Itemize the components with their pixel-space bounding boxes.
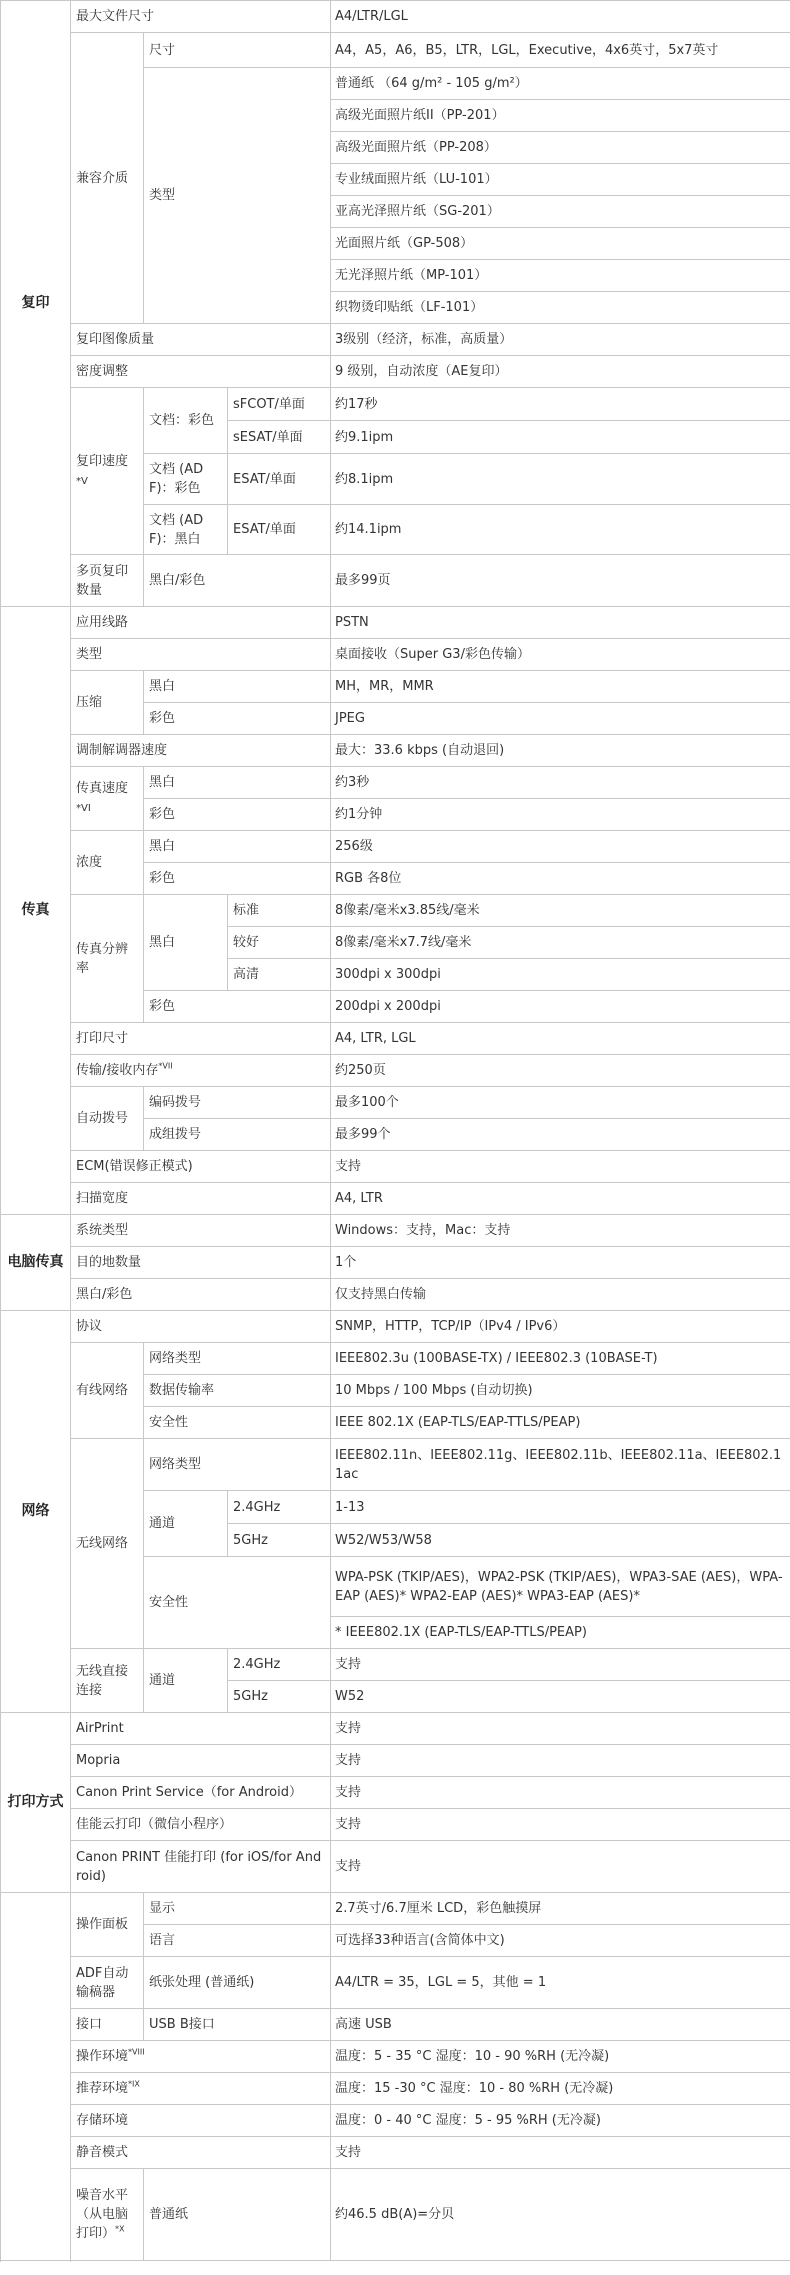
copy-speed-adf-color: 文档 (ADF)：彩色 <box>144 454 228 505</box>
gen-panel-display: 显示 <box>144 1893 331 1925</box>
fax-compress-label: 压缩 <box>71 671 144 735</box>
net-wireless-type: 网络类型 <box>144 1439 331 1491</box>
fax-speed-bw-value: 约3秒 <box>331 767 790 799</box>
fax-resolution-std: 标准 <box>228 895 331 927</box>
section-pcfax: 电脑传真 <box>1 1215 71 1311</box>
net-protocol-label: 协议 <box>71 1311 331 1343</box>
fax-speed-label: 传真速度 *VI <box>71 767 144 831</box>
copy-media-type-5: 光面照片纸（GP-508） <box>331 228 790 260</box>
fax-memory-value: 约250页 <box>331 1055 790 1087</box>
copy-media-size-value: A4，A5，A6，B5，LTR，LGL，Executive，4x6英寸，5x7英寸 <box>331 33 790 68</box>
gen-port-value: 高速 USB <box>331 2009 790 2041</box>
net-wireless-5: 5GHz <box>228 1524 331 1557</box>
gen-adf-label: ADF自动输稿器 <box>71 1957 144 2009</box>
net-wired-sec-value: IEEE 802.1X (EAP-TLS/EAP-TTLS/PEAP) <box>331 1407 790 1439</box>
fax-density-bw-value: 256级 <box>331 831 790 863</box>
net-wireless-type-value: IEEE802.11n、IEEE802.11g、IEEE802.11b、IEEE802.11a、IEEE802.11ac <box>331 1439 790 1491</box>
copy-speed-sfcot-value: 约17秒 <box>331 388 790 421</box>
copy-media-type-0: 普通纸 （64 g/m² - 105 g/m²） <box>331 68 790 100</box>
section-general <box>1 1893 71 2261</box>
gen-silent-label: 静音模式 <box>71 2137 331 2169</box>
fax-speed-bw: 黑白 <box>144 767 331 799</box>
net-wired-label: 有线网络 <box>71 1343 144 1439</box>
gen-panel-label: 操作面板 <box>71 1893 144 1957</box>
net-direct-5: 5GHz <box>228 1681 331 1713</box>
fax-resolution-std-value: 8像素/毫米x3.85线/毫米 <box>331 895 790 927</box>
copy-speed-doc-color: 文档：彩色 <box>144 388 228 454</box>
pcfax-dest-value: 1个 <box>331 1247 790 1279</box>
copy-multi-label: 多页复印数量 <box>71 555 144 607</box>
fax-dial-group: 成组拨号 <box>144 1119 331 1151</box>
print-cps-value: 支持 <box>331 1777 790 1809</box>
gen-openv-label: 操作环境$^{*VIII}$ <box>71 2041 331 2073</box>
fax-ecm-label: ECM(错误修正模式) <box>71 1151 331 1183</box>
net-wired-rate: 数据传输率 <box>144 1375 331 1407</box>
copy-media-type-6: 无光泽照片纸（MP-101） <box>331 260 790 292</box>
fax-resolution-hd: 高清 <box>228 959 331 991</box>
print-cloud-value: 支持 <box>331 1809 790 1841</box>
section-copy: 复印 <box>1 1 71 607</box>
print-canonprint-value: 支持 <box>331 1841 790 1893</box>
gen-recenv-value: 温度：15 -30 °C 湿度：10 - 80 %RH (无冷凝) <box>331 2073 790 2105</box>
fax-compress-bw: 黑白 <box>144 671 331 703</box>
fax-ecm-value: 支持 <box>331 1151 790 1183</box>
gen-noise-sub: 普通纸 <box>144 2169 331 2261</box>
fax-modem-label: 调制解调器速度 <box>71 735 331 767</box>
net-direct-5-value: W52 <box>331 1681 790 1713</box>
net-wireless-5-value: W52/W53/W58 <box>331 1524 790 1557</box>
fax-density-color: 彩色 <box>144 863 331 895</box>
gen-adf-sub: 纸张处理 (普通纸) <box>144 1957 331 2009</box>
net-wired-type: 网络类型 <box>144 1343 331 1375</box>
net-wireless-label: 无线网络 <box>71 1439 144 1649</box>
gen-port-label: 接口 <box>71 2009 144 2041</box>
fax-printsize-value: A4, LTR, LGL <box>331 1023 790 1055</box>
copy-speed-sesat-value: 约9.1ipm <box>331 421 790 454</box>
net-wireless-sec: 安全性 <box>144 1557 331 1649</box>
copy-media-type-2: 高级光面照片纸（PP-208） <box>331 132 790 164</box>
net-protocol-value: SNMP，HTTP，TCP/IP（IPv4 / IPv6） <box>331 1311 790 1343</box>
section-fax: 传真 <box>1 607 71 1215</box>
copy-maxsize-value: A4/LTR/LGL <box>331 1 790 33</box>
net-direct-channel: 通道 <box>144 1649 228 1713</box>
copy-speed-label: 复印速度 *V <box>71 388 144 555</box>
net-wireless-sec-value1: WPA-PSK (TKIP/AES)，WPA2-PSK (TKIP/AES)，WPA3-SAE (AES)，WPA-EAP (AES)* WPA2-EAP (AES)* WPA3-EAP (AES)* <box>331 1557 790 1617</box>
fax-resolution-color-value: 200dpi x 200dpi <box>331 991 790 1023</box>
gen-storage-value: 温度：0 - 40 °C 湿度：5 - 95 %RH (无冷凝) <box>331 2105 790 2137</box>
pcfax-bwcolor-value: 仅支持黑白传输 <box>331 1279 790 1311</box>
fax-scanwidth-label: 扫描宽度 <box>71 1183 331 1215</box>
copy-media-type-label: 类型 <box>144 68 331 324</box>
fax-memory-label: 传输/接收内存$^{*VII}$ <box>71 1055 331 1087</box>
print-cps-label: Canon Print Service（for Android） <box>71 1777 331 1809</box>
pcfax-os-label: 系统类型 <box>71 1215 331 1247</box>
gen-storage-label: 存储环境 <box>71 2105 331 2137</box>
copy-multi-value: 最多99页 <box>331 555 790 607</box>
copy-speed-sfcot: sFCOT/单面 <box>228 388 331 421</box>
gen-panel-display-value: 2.7英寸/6.7厘米 LCD，彩色触摸屏 <box>331 1893 790 1925</box>
copy-media-size-label: 尺寸 <box>144 33 331 68</box>
fax-density-label: 浓度 <box>71 831 144 895</box>
fax-resolution-hd-value: 300dpi x 300dpi <box>331 959 790 991</box>
gen-silent-value: 支持 <box>331 2137 790 2169</box>
net-direct-label: 无线直接连接 <box>71 1649 144 1713</box>
pcfax-bwcolor-label: 黑白/彩色 <box>71 1279 331 1311</box>
fax-printsize-label: 打印尺寸 <box>71 1023 331 1055</box>
net-direct-24: 2.4GHz <box>228 1649 331 1681</box>
net-wired-rate-value: 10 Mbps / 100 Mbps (自动切换) <box>331 1375 790 1407</box>
copy-quality-value: 3级别（经济，标准，高质量） <box>331 324 790 356</box>
section-network: 网络 <box>1 1311 71 1713</box>
fax-dial-group-value: 最多99个 <box>331 1119 790 1151</box>
fax-compress-bw-value: MH，MR，MMR <box>331 671 790 703</box>
net-wireless-24: 2.4GHz <box>228 1491 331 1524</box>
net-wireless-sec-value2: * IEEE802.1X (EAP-TLS/EAP-TTLS/PEAP) <box>331 1617 790 1649</box>
fax-resolution-color: 彩色 <box>144 991 331 1023</box>
gen-adf-value: A4/LTR = 35，LGL = 5，其他 = 1 <box>331 1957 790 2009</box>
fax-compress-color: 彩色 <box>144 703 331 735</box>
gen-panel-lang-value: 可选择33种语言(含简体中文) <box>331 1925 790 1957</box>
gen-noise-label: 噪音水平（从电脑打印）$^{*X}$ <box>71 2169 144 2261</box>
print-mopria-label: Mopria <box>71 1745 331 1777</box>
copy-speed-esat2: ESAT/单面 <box>228 505 331 555</box>
net-direct-24-value: 支持 <box>331 1649 790 1681</box>
print-canonprint-label: Canon PRINT 佳能打印 (for iOS/for Android) <box>71 1841 331 1893</box>
copy-density-label: 密度调整 <box>71 356 331 388</box>
print-mopria-value: 支持 <box>331 1745 790 1777</box>
fax-dial-coded-value: 最多100个 <box>331 1087 790 1119</box>
fax-scanwidth-value: A4, LTR <box>331 1183 790 1215</box>
copy-media-type-7: 织物烫印贴纸（LF-101） <box>331 292 790 324</box>
fax-modem-value: 最大：33.6 kbps (自动退回) <box>331 735 790 767</box>
gen-port-sub: USB B接口 <box>144 2009 331 2041</box>
gen-recenv-label: 推荐环境$^{*IX}$ <box>71 2073 331 2105</box>
fax-type-value: 桌面接收（Super G3/彩色传输） <box>331 639 790 671</box>
net-wired-type-value: IEEE802.3u (100BASE-TX) / IEEE802.3 (10BASE-T) <box>331 1343 790 1375</box>
fax-line-label: 应用线路 <box>71 607 331 639</box>
copy-media-type-3: 专业绒面照片纸（LU-101） <box>331 164 790 196</box>
fax-resolution-label: 传真分辨率 <box>71 895 144 1023</box>
print-cloud-label: 佳能云打印（微信小程序） <box>71 1809 331 1841</box>
copy-maxsize-label: 最大文件尺寸 <box>71 1 331 33</box>
print-airprint-label: AirPrint <box>71 1713 331 1745</box>
net-wireless-24-value: 1-13 <box>331 1491 790 1524</box>
copy-media-label: 兼容介质 <box>71 33 144 324</box>
net-wired-sec: 安全性 <box>144 1407 331 1439</box>
fax-compress-color-value: JPEG <box>331 703 790 735</box>
pcfax-dest-label: 目的地数量 <box>71 1247 331 1279</box>
fax-line-value: PSTN <box>331 607 790 639</box>
section-print: 打印方式 <box>1 1713 71 1893</box>
print-airprint-value: 支持 <box>331 1713 790 1745</box>
fax-density-color-value: RGB 各8位 <box>331 863 790 895</box>
net-wireless-channel: 通道 <box>144 1491 228 1557</box>
fax-resolution-fine: 较好 <box>228 927 331 959</box>
fax-speed-color: 彩色 <box>144 799 331 831</box>
fax-dial-coded: 编码拨号 <box>144 1087 331 1119</box>
fax-speed-color-value: 约1分钟 <box>331 799 790 831</box>
copy-speed-sesat: sESAT/单面 <box>228 421 331 454</box>
copy-quality-label: 复印图像质量 <box>71 324 331 356</box>
fax-density-bw: 黑白 <box>144 831 331 863</box>
fax-type-label: 类型 <box>71 639 331 671</box>
fax-dial-label: 自动拨号 <box>71 1087 144 1151</box>
fax-resolution-fine-value: 8像素/毫米x7.7线/毫米 <box>331 927 790 959</box>
copy-media-type-4: 亚高光泽照片纸（SG-201） <box>331 196 790 228</box>
gen-noise-value: 约46.5 dB(A)=分贝 <box>331 2169 790 2261</box>
copy-media-type-1: 高级光面照片纸II（PP-201） <box>331 100 790 132</box>
copy-density-value: 9 级别，自动浓度（AE复印） <box>331 356 790 388</box>
pcfax-os-value: Windows：支持，Mac：支持 <box>331 1215 790 1247</box>
copy-speed-esat2-value: 约14.1ipm <box>331 505 790 555</box>
copy-speed-adf-bw: 文档 (ADF)：黑白 <box>144 505 228 555</box>
gen-openv-value: 温度：5 - 35 °C 湿度：10 - 90 %RH (无冷凝) <box>331 2041 790 2073</box>
copy-speed-esat1: ESAT/单面 <box>228 454 331 505</box>
copy-speed-esat1-value: 约8.1ipm <box>331 454 790 505</box>
fax-resolution-bw: 黑白 <box>144 895 228 991</box>
gen-panel-lang: 语言 <box>144 1925 331 1957</box>
copy-multi-sub: 黑白/彩色 <box>144 555 331 607</box>
